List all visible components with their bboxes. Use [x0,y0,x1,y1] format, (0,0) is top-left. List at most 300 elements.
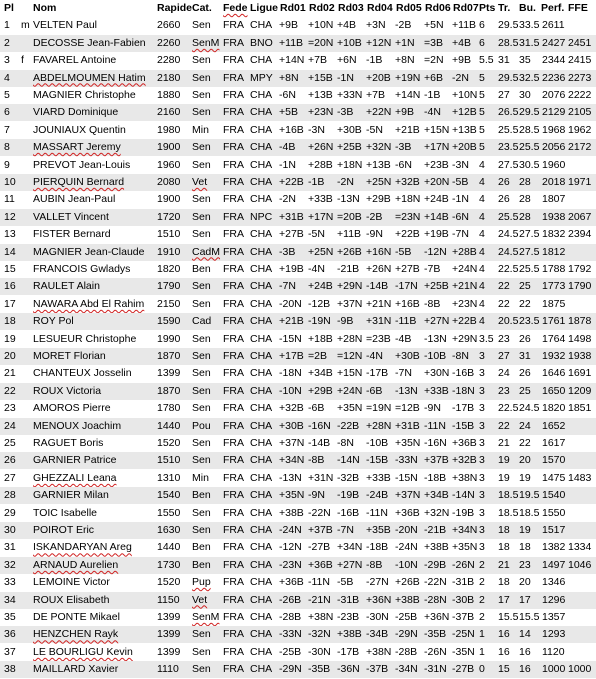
cell-perf: 1960 [542,158,566,171]
cell-rd03: +35N [337,402,363,415]
cell-rd05: +9B [395,106,414,119]
cell-rapide: 1780 [157,402,181,415]
cell-fede: FRA [223,524,244,536]
cell-rapide: 1880 [157,89,181,101]
cell-rd01: +19B [279,263,304,275]
cell-rd03: -14N [337,454,360,467]
cell-tr: 21 [498,558,510,571]
cell-pts: 5 [479,141,485,154]
cell-rd07: +10N [452,89,478,101]
cell-pts: 3 [479,506,485,519]
cell-bu: 23 [519,558,531,571]
cell-rd06: +25B [424,280,449,293]
cell-tr: 22 [498,419,510,432]
cell-perf: 2344 [542,54,566,67]
cell-rd06: +5N [424,19,444,32]
header-bu: Bu. [519,2,536,14]
cell-rd07: -16B [452,367,475,380]
header-tr: Tr. [498,2,511,14]
cell-rd06: -26N [424,645,447,658]
cell-rd02: -16N [308,419,331,432]
cell-pts: 1 [479,645,485,658]
cell-rd04: -8B [366,558,383,571]
cell-rd05: -4B [395,332,412,345]
cell-rd02: -22N [308,506,331,519]
cell-fede: FRA [223,576,244,589]
cell-ligue: CHA [250,297,273,310]
cell-fede: FRA [223,71,244,84]
table-row [0,139,596,156]
cell-rd07: +38N [452,471,478,484]
cell-rd05: -29N [395,628,418,641]
cell-rd01: +11B [279,36,304,49]
cell-rd03: -7N [337,524,354,536]
cell-cat: Sen [192,628,211,641]
cell-rd01: +38B [279,506,304,519]
cell-perf: 2076 [542,89,566,101]
cell-pl: 31 [4,541,16,554]
cell-pts: 6 [479,19,485,32]
cell-pts: 5 [479,123,485,136]
cell-rd07: +32B [452,454,477,467]
cell-ffe: 1334 [568,541,592,554]
cell-rd05: -11B [395,315,417,328]
cell-rd01: -26B [279,593,302,606]
table-row [0,365,596,382]
cell-fede: FRA [223,19,244,32]
cell-cat: CadM [192,245,221,258]
cell-rd05: -24N [395,541,418,554]
table-row [0,122,596,139]
cell-pl: 17 [4,297,16,310]
cell-tr: 18 [498,576,510,589]
cell-bu: 31 [519,350,531,362]
cell-fede: FRA [223,297,244,310]
cell-rd03: +18N [337,158,363,171]
cell-cat: Pou [192,419,211,432]
cell-ligue: CHA [250,471,273,484]
header-perf: Perf. [541,2,565,14]
cell-rd07: +29N [452,332,478,345]
cell-rapide: 2160 [157,106,181,119]
cell-rd03: -3B [337,106,354,119]
cell-rapide: 1980 [157,123,181,136]
cell-ligue: CHA [250,437,273,449]
cell-tr: 19 [498,454,510,467]
cell-rd01: +9B [279,19,298,32]
cell-rd06: -10B [424,350,447,362]
cell-bu: 24.5 [519,402,540,415]
cell-nom: CHANTEUX Josselin [33,367,132,380]
cell-rd07: +34N [452,524,478,536]
cell-bu: 24 [519,419,531,432]
cell-rapide: 1900 [157,193,181,206]
cell-cat: Sen [192,332,211,345]
cell-rapide: 1990 [157,332,181,345]
cell-rd04: +12N [366,36,392,49]
cell-bu: 19.5 [519,489,540,502]
cell-rd01: +36B [279,576,304,589]
cell-rd01: -25B [279,645,302,658]
cell-rd06: -4N [424,106,441,119]
cell-tr: 25.5 [498,123,519,136]
cell-rd03: -1N [337,71,354,84]
cell-rd05: -20N [395,524,418,536]
cell-rd01: +8N [279,71,299,84]
cell-rd07: -19B [452,506,475,519]
cell-bu: 16 [519,645,531,658]
table-row [0,505,596,522]
cell-rd03: -21B [337,263,360,275]
cell-nom: MAGNIER Christophe [33,89,136,101]
cell-perf: 1807 [542,193,566,206]
cell-nom: RAULET Alain [33,280,100,293]
cell-cat: Sen [192,228,211,241]
cell-tr: 16 [498,645,510,658]
cell-nom: GARNIER Patrice [33,454,117,467]
cell-ligue: CHA [250,350,273,362]
cell-bu: 33.5 [519,19,540,32]
cell-cat: Sen [192,19,211,32]
cell-rapide: 1540 [157,489,181,502]
cell-rapide: 1720 [157,210,181,223]
cell-rd01: +21B [279,315,304,328]
cell-ligue: CHA [250,245,273,258]
cell-rd06: -12N [424,245,447,258]
cell-pts: 4 [479,280,485,293]
cell-bu: 28 [519,210,531,223]
table-row [0,226,596,243]
table-row [0,17,596,34]
cell-bu: 25 [519,280,531,293]
cell-tr: 24 [498,367,510,380]
cell-rd03: =12N [337,350,363,362]
cell-rd07: +20B [452,141,477,154]
cell-tr: 20.5 [498,315,519,328]
cell-rd05: -28B [395,645,418,658]
cell-fede: FRA [223,123,244,136]
cell-pl: 15 [4,263,16,275]
cell-cat: Sen [192,524,211,536]
cell-tr: 27.5 [498,158,519,171]
cell-fede: FRA [223,402,244,415]
cell-rd07: -15B [452,419,475,432]
cell-tr: 21 [498,437,510,449]
cell-pts: 3 [479,471,485,484]
cell-rd02: -21N [308,593,331,606]
cell-perf: 1517 [542,524,566,536]
cell-bu: 20 [519,576,531,589]
cell-cat: SenM [192,611,220,623]
cell-tr: 22 [498,280,510,293]
header-cat: Cat. [192,2,212,14]
cell-rapide: 1900 [157,141,181,154]
cell-rd03: -2N [337,176,354,188]
cell-pts: 4 [479,263,485,275]
cell-tr: 16 [498,628,510,641]
table-row [0,174,596,191]
cell-rd03: +38B [337,628,362,641]
table-row [0,644,596,661]
cell-rd07: +28B [452,245,477,258]
cell-rd01: -7N [279,280,296,293]
cell-ligue: MPY [250,71,273,84]
cell-rapide: 2260 [157,36,181,49]
cell-rd06: +38B [424,541,449,554]
cell-pl: 14 [4,245,16,258]
cell-bu: 29.5 [519,106,540,119]
cell-rd02: +34B [308,367,333,380]
header-pts: Pts [479,2,496,14]
cell-rd03: =20B [337,210,362,223]
cell-cat: Sen [192,663,211,676]
cell-pts: 3 [479,367,485,380]
cell-rd06: -8B [424,297,441,310]
cell-rapide: 1310 [157,471,181,484]
cell-fede: FRA [223,350,244,362]
cell-rd05: -10N [395,558,418,571]
cell-bu: 25.5 [519,263,540,275]
cell-pts: 3 [479,454,485,467]
header-rd03: Rd03 [338,2,364,14]
cell-rapide: 1550 [157,506,181,519]
cell-fede: FRA [223,367,244,380]
cell-rd01: -18N [279,367,302,380]
cell-ligue: CHA [250,141,273,154]
cell-perf: 1357 [542,611,566,623]
cell-cat: Sen [192,297,211,310]
cell-rapide: 1630 [157,524,181,536]
cell-rd01: +37N [279,437,305,449]
cell-pts: 3 [479,419,485,432]
cell-rd03: +28N [337,332,363,345]
cell-rd06: +33B [424,384,449,397]
cell-bu: 16 [519,663,531,676]
cell-cat: Ben [192,263,211,275]
cell-rd03: -19B [337,489,360,502]
header-rd04: Rd04 [367,2,393,14]
cell-cat: Min [192,123,209,136]
cell-pts: 5.5 [479,54,494,67]
cell-rd02: +38N [308,611,334,623]
cell-rd03: -23B [337,611,360,623]
cell-rd03: -22B [337,419,360,432]
cell-nom: FAVAREL Antoine [33,54,117,67]
cell-rd06: +23B [424,158,449,171]
cell-rd07: -25N [452,628,475,641]
cell-rd01: +34N [279,454,305,467]
cell-rd01: -12N [279,541,302,554]
cell-ffe: 2415 [568,54,592,67]
cell-rapide: 1399 [157,645,181,658]
cell-pts: 5 [479,106,485,119]
cell-nom: GHEZZALI Leana [33,471,117,484]
cell-pl: 13 [4,228,16,241]
cell-cat: Sen [192,210,211,223]
cell-ffe: 1878 [568,315,592,328]
cell-tr: 19 [498,471,510,484]
cell-pts: 1 [479,628,485,641]
cell-rd02: -11N [308,576,330,589]
cell-nom: DECOSSE Jean-Fabien [33,36,146,49]
cell-rd02: -32N [308,628,331,641]
cell-rd06: +6B [424,71,443,84]
table-row [0,191,596,208]
cell-rd04: +29B [366,193,391,206]
cell-rd01: +31B [279,210,304,223]
table-row [0,331,596,348]
cell-rd04: +28N [366,419,392,432]
cell-rd07: -7N [452,228,469,241]
cell-rd03: -5B [337,576,354,589]
cell-pl: 25 [4,437,16,449]
cell-rd04: -15B [366,454,389,467]
cell-pts: 2 [479,593,485,606]
cell-fede: FRA [223,106,244,119]
cell-rd03: -32B [337,471,360,484]
cell-rd03: +15N [337,367,363,380]
cell-perf: 1773 [542,280,566,293]
cell-ligue: NPC [250,210,273,223]
cell-rd02: -4N [308,263,325,275]
cell-rd01: +16B [279,123,304,136]
cell-fede: FRA [223,611,244,623]
cell-rd02: +29B [308,384,333,397]
cell-nom: VELTEN Paul [33,19,97,32]
header-ffe: FFE [568,2,588,14]
cell-bu: 22 [519,437,531,449]
cell-rd05: -7N [395,367,412,380]
cell-pl: 18 [4,315,16,328]
cell-rd05: -33N [395,454,418,467]
cell-ligue: CHA [250,158,273,171]
cell-nom: MASSART Jeremy [33,141,121,154]
cell-rd06: +20N [424,176,450,188]
cell-rd05: +16B [395,297,420,310]
cell-bu: 25.5 [519,141,540,154]
cell-rd03: +33N [337,89,363,101]
cell-tr: 29.5 [498,71,519,84]
cell-rd05: -25B [395,611,418,623]
cell-rd05: -13N [395,384,418,397]
table-row [0,313,596,330]
cell-bu: 14 [519,628,531,641]
cell-cat: Sen [192,506,211,519]
cell-pts: 3 [479,350,485,362]
cell-ffe: 1498 [568,332,592,345]
cell-rd04: -34B [366,628,389,641]
cell-rd06: -29B [424,558,447,571]
cell-rd07: -37B [452,611,475,623]
cell-rd05: +19N [395,71,421,84]
cell-rd06: +24B [424,193,449,206]
cell-perf: 1938 [542,210,566,223]
cell-tr: 22.5 [498,263,519,275]
cell-rd01: -13N [279,471,302,484]
cell-rd03: -8N [337,437,354,449]
cell-rd06: -13N [424,332,447,345]
cell-rd07: -1N [452,193,469,206]
cell-rd03: -13N [337,193,360,206]
cell-ligue: CHA [250,506,273,519]
cell-cat: Sen [192,89,211,101]
cell-pts: 4 [479,193,485,206]
cell-ffe: 1000 [568,663,592,676]
cell-rd01: -24N [279,524,302,536]
cell-perf: 1475 [542,471,566,484]
cell-rd03: -31B [337,593,360,606]
cell-nom: POIROT Eric [33,524,95,536]
cell-rd03: +11B [337,228,362,241]
cell-fede: FRA [223,158,244,171]
cell-rd04: -9N [366,228,383,241]
cell-pts: 4 [479,297,485,310]
cell-ffe: 1046 [568,558,592,571]
cell-ffe: 1483 [568,471,592,484]
cell-tr: 18.5 [498,506,519,519]
cell-pts: 4 [479,315,485,328]
cell-rd06: +37B [424,454,449,467]
cell-pts: 3 [479,524,485,536]
cell-pts: 0 [479,663,485,676]
cell-rd07: -18N [452,384,475,397]
cell-ligue: CHA [250,123,273,136]
cell-nom: VALLET Vincent [33,210,109,223]
cell-nom: FISTER Bernard [33,228,111,241]
header-rd01: Rd01 [280,2,306,14]
cell-rd02: -9N [308,489,325,502]
cell-rd04: -1B [366,54,383,67]
cell-pts: 3 [479,437,485,449]
cell-fede: FRA [223,280,244,293]
cell-perf: 1646 [542,367,566,380]
cell-perf: 1761 [542,315,566,328]
cell-rd02: +23N [308,106,334,119]
cell-rd04: +36N [366,593,392,606]
cell-rd05: +32B [395,176,420,188]
cell-rd07: -5B [452,176,469,188]
header-rapide: Rapide [157,2,193,14]
table-row [0,452,596,469]
cell-fede: FRA [223,437,244,449]
table-row [0,418,596,435]
cell-cat: Vet [192,593,208,606]
cell-rd06: +27N [424,315,450,328]
cell-bu: 31.5 [519,36,540,49]
cell-tr: 17 [498,593,510,606]
cell-rd02: +15B [308,71,333,84]
cell-ligue: CHA [250,106,273,119]
cell-rd05: +21B [395,123,420,136]
cell-rd03: -9B [337,315,354,328]
cell-pl: 24 [4,419,16,432]
cell-rd02: +13B [308,89,333,101]
cell-ligue: CHA [250,54,273,67]
cell-ligue: CHA [250,558,273,571]
cell-tr: 26.5 [498,106,519,119]
cell-tr: 18.5 [498,489,519,502]
table-row [0,70,596,87]
table-row [0,574,596,591]
cell-ligue: CHA [250,628,273,641]
cell-ffe: 1209 [568,384,592,397]
cell-ligue: CHA [250,193,273,206]
cell-rd04: +26N [366,263,392,275]
cell-ffe: 2394 [568,228,592,241]
cell-rd04: -4N [366,350,383,362]
cell-nom: ISKANDARYAN Areg [33,541,132,554]
cell-rd02: -8B [308,454,325,467]
